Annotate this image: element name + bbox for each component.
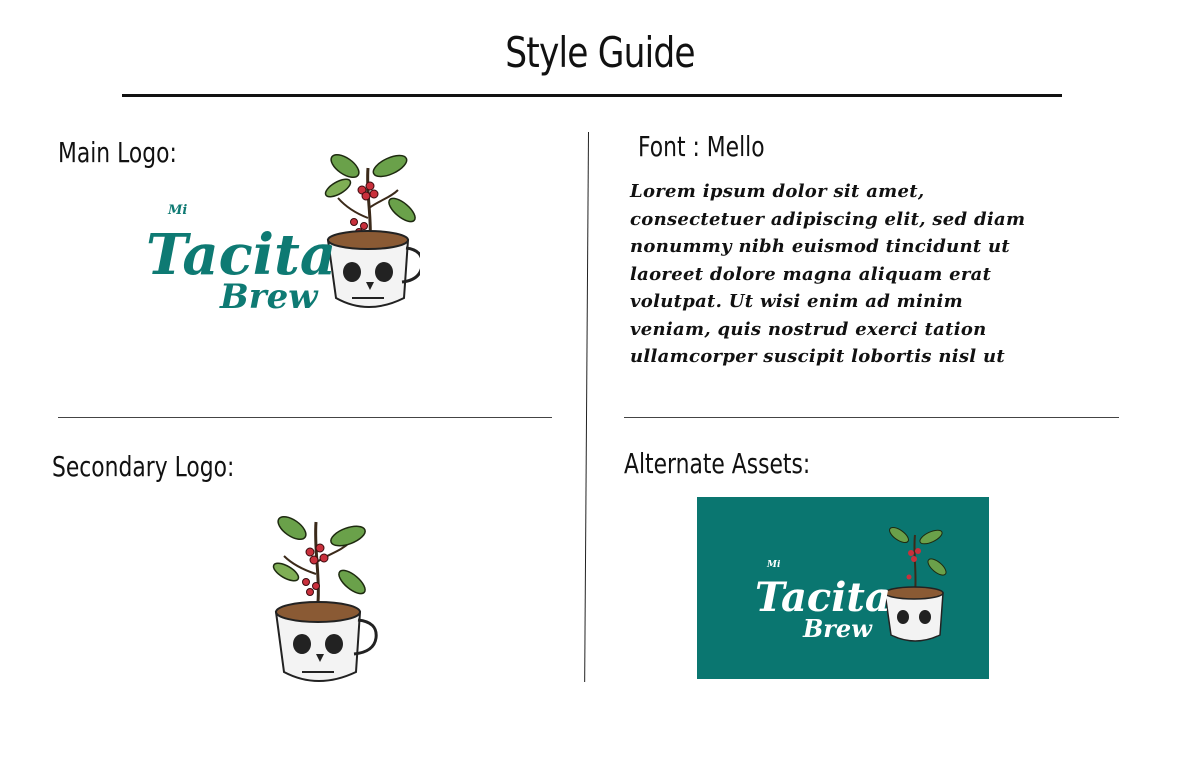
right-divider — [624, 417, 1119, 418]
main-logo — [140, 148, 420, 318]
main-logo-heading: Main Logo: — [58, 136, 177, 169]
font-sample-line: Lorem ipsum dolor sit amet, — [630, 181, 925, 202]
svg-text:Brew: Brew — [803, 614, 872, 643]
alternate-asset-card — [697, 497, 989, 679]
left-divider — [58, 417, 552, 418]
font-sample-line: nonummy nibh euismod tincidunt ut — [630, 236, 1011, 257]
font-sample-line: volutpat. Ut wisi enim ad minim — [630, 291, 964, 312]
font-sample-line: laoreet dolore magna aliquam erat — [630, 263, 992, 285]
alternate-logo — [747, 523, 947, 653]
svg-text:Mi: Mi — [168, 203, 188, 218]
font-heading: Font : Mello — [638, 130, 765, 163]
vertical-divider — [584, 132, 589, 682]
svg-text:Tacita: Tacita — [146, 222, 337, 288]
alternate-assets-heading: Alternate Assets: — [624, 447, 811, 480]
page-title: Style Guide — [505, 28, 695, 77]
font-sample-line: veniam, quis nostrud exerci tation — [630, 318, 987, 340]
title-underline — [122, 94, 1062, 97]
svg-text:Brew: Brew — [220, 277, 318, 317]
secondary-logo-heading: Secondary Logo: — [52, 450, 235, 483]
font-sample — [630, 178, 1050, 371]
svg-text:Tacita: Tacita — [755, 574, 891, 621]
svg-text:Mi: Mi — [767, 560, 781, 570]
font-sample-line: consectetuer adipiscing elit, sed diam — [630, 208, 1026, 230]
secondary-logo — [262, 512, 382, 690]
font-sample-line: ullamcorper suscipit lobortis nisl ut — [630, 346, 1006, 367]
